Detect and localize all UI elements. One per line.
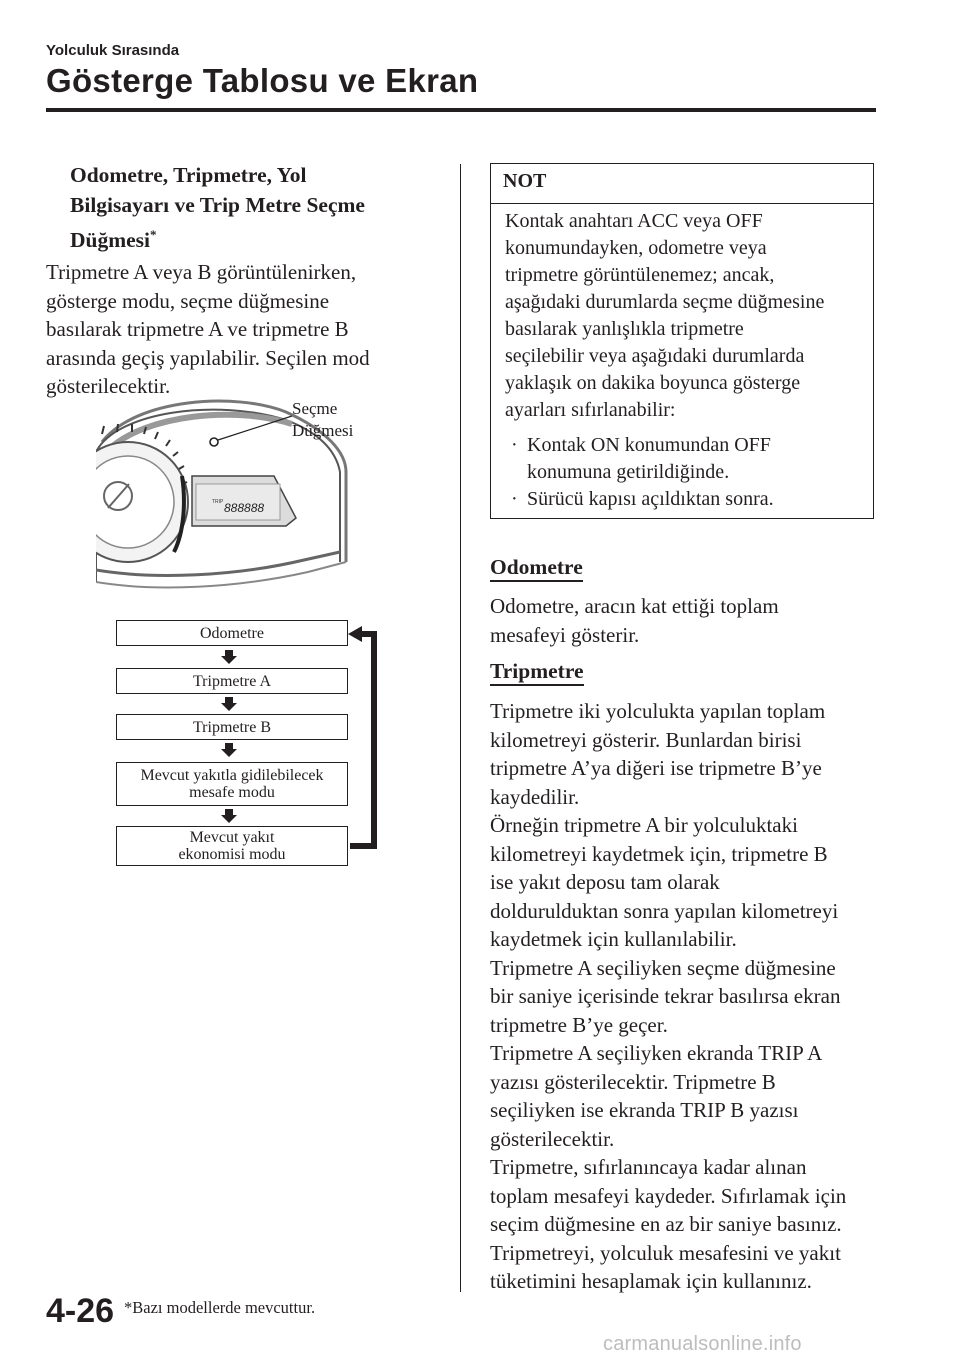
flow-box-line: ekonomisi modu <box>178 846 286 863</box>
note-bullet-line: Kontak ON konumundan OFF <box>527 434 771 456</box>
flow-box-line: Mevcut yakıt <box>189 829 275 846</box>
note-title: NOT <box>503 170 547 192</box>
column-divider <box>460 164 461 1292</box>
body-line: kaydetmek için kullanılabilir. <box>490 927 737 951</box>
body-line: Tripmetre A seçiliyken ekranda TRIP A <box>490 1041 823 1065</box>
note-line: konumundayken, odometre veya <box>505 237 767 259</box>
body-line: gösterge modu, seçme düğmesine <box>46 288 330 313</box>
down-arrow-icon <box>221 743 237 757</box>
switch-description <box>46 258 448 401</box>
body-line: gösterilecektir. <box>490 1126 615 1151</box>
body-line: seçim düğmesine en az bir saniye basınız. <box>490 1212 842 1236</box>
note-bullet <box>505 432 861 486</box>
flow-arrows <box>112 620 392 870</box>
page-number: 4-26 <box>46 1292 115 1330</box>
mode-flow-diagram <box>112 620 392 870</box>
instrument-cluster-illustration <box>96 392 436 600</box>
note-line: seçilebilir veya aşağıdaki durumlarda <box>505 345 805 367</box>
body-line: tripmetre A’ya diğeri ise tripmetre B’ye <box>490 756 822 780</box>
note-line: tripmetre görüntülenemez; ancak, <box>505 264 775 286</box>
select-button-marker <box>210 438 218 446</box>
footnote: *Bazı modellerde mevcuttur. <box>124 1298 316 1317</box>
down-arrow-icon <box>221 809 237 823</box>
note-line: Kontak anahtarı ACC veya OFF <box>505 210 763 232</box>
note-line: ayarları sıfırlanabilir: <box>505 399 676 421</box>
body-line: Odometre, aracın kat ettiği toplam <box>490 594 779 618</box>
note-bullet-line: konumuna getirildiğinde. <box>527 461 730 483</box>
flow-box-line: Odometre <box>200 624 264 642</box>
odometer-section <box>490 554 583 582</box>
note-bullet <box>505 486 861 513</box>
down-arrow-icon <box>221 650 237 664</box>
watermark: carmanualsonline.info <box>603 1333 802 1355</box>
body-line: arasında geçiş yapılabilir. Seçilen mod <box>46 345 370 370</box>
body-line: Örneğin tripmetre A bir yolculuktaki <box>490 813 798 837</box>
tripmeter-section <box>490 658 584 686</box>
tripmeter-text <box>490 697 880 1296</box>
body-line: Tripmetre A veya B görüntülenirken, <box>46 260 357 284</box>
availability-star: * <box>150 227 157 242</box>
body-line: Tripmetre iki yolculukta yapılan toplam <box>490 699 826 723</box>
callout-line-2: Düğmesi <box>292 421 354 440</box>
body-line: tripmetre B’ye geçer. <box>490 1012 668 1037</box>
body-line: kaydedilir. <box>490 784 580 809</box>
note-box <box>490 163 874 519</box>
note-line: aşağıdaki durumlarda seçme düğmesine <box>505 291 825 313</box>
note-header <box>491 164 873 204</box>
title-rule <box>46 108 876 112</box>
body-line: basılarak tripmetre A ve tripmetre B <box>46 317 349 341</box>
note-line: basılarak yanlışlıkla tripmetre <box>505 318 744 340</box>
body-line: bir saniye içerisinde tekrar basılırsa ekran <box>490 984 841 1008</box>
body-line: seçiliyken ise ekranda TRIP B yazısı <box>490 1098 799 1122</box>
flow-box-line: mesafe modu <box>189 784 275 801</box>
note-line: yaklaşık on dakika boyunca gösterge <box>505 372 801 394</box>
body-line: Tripmetre A seçiliyken seçme düğmesine <box>490 955 836 980</box>
body-line: Tripmetreyi, yolculuk mesafesini ve yakıt <box>490 1240 841 1265</box>
body-line: Tripmetre, sıfırlanıncaya kadar alınan <box>490 1155 807 1179</box>
callout-line-1: Seçme <box>292 399 338 418</box>
body-line: kilometreyi kaydetmek için, tripmetre B <box>490 841 828 866</box>
display-trip-label: TRIP <box>212 499 224 505</box>
return-arrow-icon <box>348 626 362 642</box>
odometer-text <box>490 592 880 649</box>
section-label: Yolculuk Sırasında <box>46 42 180 59</box>
body-line: mesafeyi gösterir. <box>490 622 640 647</box>
switch-heading <box>70 160 450 255</box>
body-line: doldurulduktan sonra yapılan kilometreyi <box>490 898 839 923</box>
heading-line-2: Bilgisayarı ve Trip Metre Seçme <box>70 193 365 217</box>
flow-box-line: Tripmetre A <box>192 672 272 690</box>
note-text <box>505 208 861 513</box>
body-line: ise yakıt deposu tam olarak <box>490 870 720 894</box>
page-title: Gösterge Tablosu ve Ekran <box>46 62 479 99</box>
heading-line-3-text: Düğmesi <box>70 228 151 253</box>
heading-line-1: Odometre, Tripmetre, Yol <box>70 163 307 187</box>
body-line: yazısı gösterilecektir. Tripmetre B <box>490 1069 776 1094</box>
odometer-heading: Odometre <box>490 554 583 582</box>
flow-box-line: Tripmetre B <box>192 718 272 736</box>
body-line: kilometreyi gösterir. Bunlardan birisi <box>490 727 802 752</box>
body-line: tüketimini hesaplamak için kullanınız. <box>490 1269 812 1293</box>
body-line: toplam mesafeyi kaydeder. Sıfırlamak için <box>490 1183 847 1208</box>
note-bullet-line: Sürücü kapısı açıldıktan sonra. <box>527 488 774 510</box>
body-line: gösterilecektir. <box>46 374 171 398</box>
heading-line-3 <box>70 220 450 255</box>
flow-box-line: Mevcut yakıtla gidilebilecek <box>140 767 324 784</box>
display-digits: 888888 <box>224 501 265 515</box>
down-arrow-icon <box>221 697 237 711</box>
bullet-dot: · <box>511 434 518 456</box>
tripmeter-heading: Tripmetre <box>490 658 584 686</box>
bullet-dot: · <box>511 488 518 510</box>
